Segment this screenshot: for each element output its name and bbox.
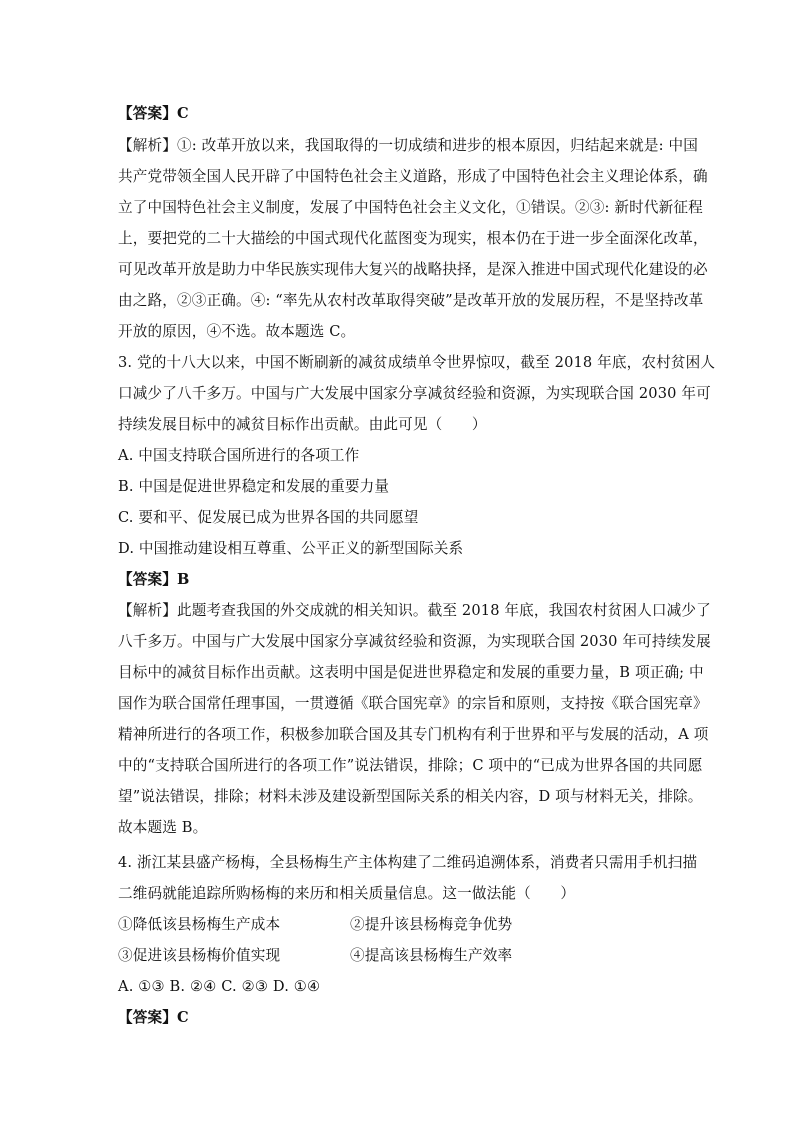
q3-answer: 【答案】B <box>118 571 190 588</box>
q4-stem-line: 二维码就能追踪所购杨梅的来历和相关质量信息。这一做法能（ ） <box>118 885 576 902</box>
q3-analysis-line: 【解析】此题考查我国的外交成就的相关知识。截至 2018 年底，我国农村贫困人口减少了 <box>118 602 711 619</box>
q2-analysis-line: 共产党带领全国人民开辟了中国特色社会主义道路，形成了中国特色社会主义理论体系，确 <box>118 168 708 185</box>
q2-analysis-line: 可见改革开放是助力中华民族实现伟大复兴的战略抉择，是深入推进中国式现代化建设的必 <box>118 261 708 278</box>
q2-analysis-line: 上，要把党的二十大描绘的中国式现代化蓝图变为现实，根本仍在于进一步全面深化改革， <box>118 230 708 247</box>
q4-statement-3: ③促进该县杨梅价值实现 <box>118 947 281 964</box>
q4-choices: A. ①③ B. ②④ C. ②③ D. ①④ <box>118 978 321 995</box>
q3-analysis-line: 中的“支持联合国所进行的各项工作”说法错误，排除；C 项中的“已成为世界各国的共同愿 <box>118 757 703 774</box>
q3-option-b: B. 中国是促进世界稳定和发展的重要力量 <box>118 478 390 495</box>
q2-analysis-line: 立了中国特色社会主义制度，发展了中国特色社会主义文化，①错误。②③: 新时代新征程 <box>118 199 703 216</box>
q2-analysis-line: 开放的原因，④不选。故本题选 C。 <box>118 323 356 340</box>
q3-option-c: C. 要和平、促发展已成为世界各国的共同愿望 <box>118 509 419 526</box>
q4-stem-line: 4. 浙江某县盛产杨梅，全县杨梅生产主体构建了二维码追溯体系，消费者只需用手机扫描 <box>118 854 698 871</box>
q4-answer: 【答案】C <box>118 1009 189 1026</box>
q3-stem-line: 3. 党的十八大以来，中国不断刷新的减贫成绩单令世界惊叹，截至 2018 年底，农村贫困人 <box>118 354 716 371</box>
q3-stem-line: 口减少了八千多万。中国与广大发展中国家分享减贫经验和资源，为实现联合国 2030 年可 <box>118 385 711 402</box>
q3-analysis-line: 目标中的减贫目标作出贡献。这表明中国是促进世界稳定和发展的重要力量，B 项正确; 中 <box>118 664 704 681</box>
q2-analysis-line: 【解析】①: 改革开放以来，我国取得的一切成绩和进步的根本原因，归结起来就是: 中国 <box>118 137 698 154</box>
q4-statement-4: ④提高该县杨梅生产效率 <box>350 947 513 964</box>
q2-analysis-line: 由之路，②③正确。④: “率先从农村改革取得突破”是改革开放的发展历程，不是坚持改革 <box>118 292 704 309</box>
q3-analysis-line: 精神所进行的各项工作，积极参加联合国及其专门机构有利于世界和平与发展的活动，A 项 <box>118 726 709 743</box>
q3-stem-line: 持续发展目标中的减贫目标作出贡献。由此可见（ ） <box>118 416 487 433</box>
q2-answer: 【答案】C <box>118 105 189 122</box>
q3-analysis-line: 望”说法错误，排除；材料未涉及建设新型国际关系的相关内容，D 项与材料无关，排除。 <box>118 788 703 805</box>
q3-option-a: A. 中国支持联合国所进行的各项工作 <box>118 447 360 464</box>
q3-analysis-line: 故本题选 B。 <box>118 819 208 836</box>
q4-statement-2: ②提升该县杨梅竞争优势 <box>350 916 513 933</box>
q3-analysis-line: 国作为联合国常任理事国，一贯遵循《联合国宪章》的宗旨和原则，支持按《联合国宪章》 <box>118 695 708 712</box>
q3-option-d: D. 中国推动建设相互尊重、公平正义的新型国际关系 <box>118 540 464 557</box>
q4-statement-1: ①降低该县杨梅生产成本 <box>118 916 281 933</box>
q3-analysis-line: 八千多万。中国与广大发展中国家分享减贫经验和资源，为实现联合国 2030 年可持续发展 <box>118 633 711 650</box>
